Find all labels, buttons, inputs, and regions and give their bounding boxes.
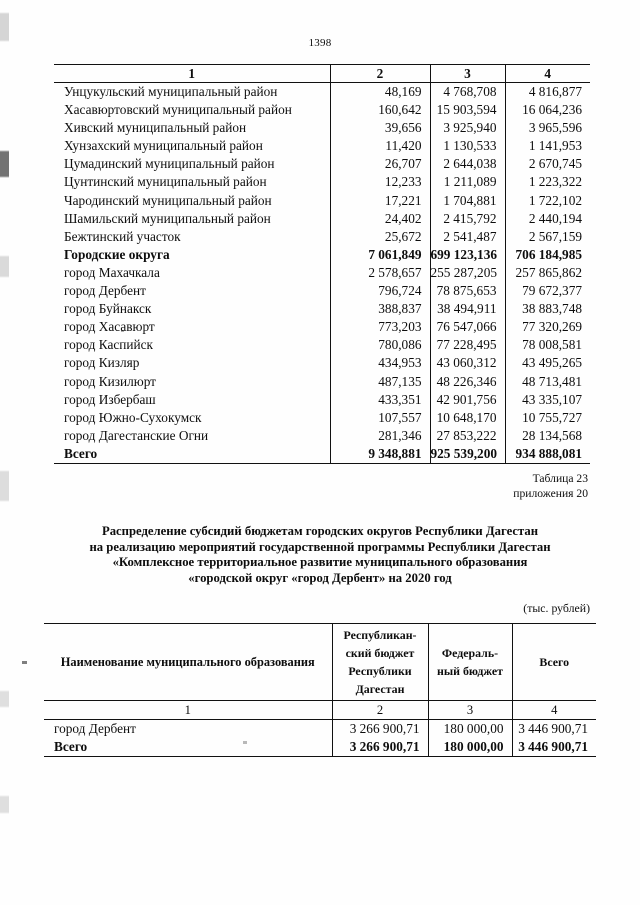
row-value-col4: 28 134,568 [505, 427, 590, 445]
row-label: город Южно-Сухокумск [64, 409, 202, 425]
row-value-col4: 10 755,727 [505, 409, 590, 427]
row-value-col3: 1 130,533 [430, 137, 505, 155]
table-row [54, 318, 590, 336]
derbent-subsidy-table [44, 623, 596, 757]
row-value-col3: 78 875,653 [430, 282, 505, 300]
row-value-col3: 4 768,708 [430, 83, 505, 102]
table-row-column-numbers [44, 701, 596, 720]
table-row [54, 409, 590, 427]
row-label: Хунзахский муниципальный район [64, 138, 263, 154]
table-row [54, 427, 590, 445]
subsidy-distribution-table-continued [54, 64, 590, 464]
row-value-col4: 78 008,581 [505, 336, 590, 354]
scan-speck [22, 661, 27, 664]
table-row [54, 336, 590, 354]
row-value-col4: 79 672,377 [505, 282, 590, 300]
row-label: Всего [54, 445, 330, 464]
row-value-col4: 2 567,159 [505, 228, 590, 246]
row-value-col2: 433,351 [330, 391, 430, 409]
row-value-col4: 1 722,102 [505, 192, 590, 210]
row-value-col2: 17,221 [330, 192, 430, 210]
row-value-col2: 3 266 900,71 [332, 738, 428, 757]
table-row [54, 300, 590, 318]
column-number-3: 3 [430, 65, 505, 83]
row-label: Чародинский муниципальный район [64, 192, 272, 208]
header-col3: Федераль-ный бюджет [428, 624, 512, 701]
row-value-col2: 434,953 [330, 354, 430, 372]
row-value-col4: 3 965,596 [505, 119, 590, 137]
table-row [54, 282, 590, 300]
row-value-col4: 257 865,862 [505, 264, 590, 282]
row-value-col3: 3 925,940 [430, 119, 505, 137]
row-value-col4: 48 713,481 [505, 373, 590, 391]
table-title-line-2: на реализацию мероприятий государственной программы Республики Дагестан [89, 539, 551, 554]
table-reference-line-2: приложения 20 [513, 486, 588, 500]
row-value-col3: 77 228,495 [430, 336, 505, 354]
row-value-col3: 42 901,756 [430, 391, 505, 409]
row-value-col2: 11,420 [330, 137, 430, 155]
row-value-col3: 1 704,881 [430, 192, 505, 210]
row-value-col3: 180 000,00 [428, 720, 512, 739]
row-value-col2: 48,169 [330, 83, 430, 102]
row-value-col2: 3 266 900,71 [332, 720, 428, 739]
row-value-col2: 487,135 [330, 373, 430, 391]
table-row [54, 373, 590, 391]
table-reference-line-1: Таблица 23 [532, 472, 588, 485]
row-label: Бежтинский участок [64, 228, 181, 244]
row-value-col2: 107,557 [330, 409, 430, 427]
table-title-line-3: «Комплексное территориальное развитие муниципального образования [112, 555, 528, 570]
row-value-col3: 48 226,346 [430, 373, 505, 391]
table-two [44, 623, 596, 757]
units-note: (тыс. рублей) [523, 601, 590, 615]
row-label: Всего [44, 738, 332, 757]
table-row [54, 155, 590, 173]
row-value-col4: 3 446 900,71 [512, 720, 596, 739]
row-label: город Кизилюрт [64, 373, 156, 389]
row-value-col2: 773,203 [330, 318, 430, 336]
row-value-col3: 15 903,594 [430, 101, 505, 119]
table-row [54, 119, 590, 137]
column-number-2: 2 [332, 701, 428, 720]
row-value-col3: 180 000,00 [428, 738, 512, 757]
row-value-col3: 27 853,222 [430, 427, 505, 445]
row-value-col4: 43 495,265 [505, 354, 590, 372]
row-value-col2: 7 061,849 [330, 246, 430, 264]
column-number-1: 1 [54, 65, 330, 83]
table-row-column-numbers [54, 65, 590, 83]
column-number-2: 2 [330, 65, 430, 83]
row-value-col3: 699 123,136 [430, 246, 505, 264]
row-value-col3: 1 211,089 [430, 173, 505, 191]
table-row [54, 173, 590, 191]
table-row-total [44, 738, 596, 757]
row-value-col2: 388,837 [330, 300, 430, 318]
row-value-col2: 24,402 [330, 210, 430, 228]
row-value-col3: 76 547,066 [430, 318, 505, 336]
row-value-col4: 2 440,194 [505, 210, 590, 228]
row-value-col4: 1 141,953 [505, 137, 590, 155]
table-row [44, 720, 596, 739]
row-label: город Избербаш [64, 391, 156, 407]
table-row [54, 101, 590, 119]
row-value-col4: 38 883,748 [505, 300, 590, 318]
row-value-col3: 43 060,312 [430, 354, 505, 372]
row-label: город Хасавюрт [64, 319, 155, 335]
scan-edge-artifact [0, 0, 9, 905]
table-row [54, 391, 590, 409]
row-value-col2: 26,707 [330, 155, 430, 173]
row-label: город Кизляр [64, 355, 140, 371]
table-title-line-4: «городской округ «город Дербент» на 2020 год [188, 570, 452, 585]
row-label: Городские округа [64, 246, 170, 262]
column-number-4: 4 [512, 701, 596, 720]
row-value-col3: 38 494,911 [430, 300, 505, 318]
row-value-col4: 2 670,745 [505, 155, 590, 173]
row-value-col3: 2 415,792 [430, 210, 505, 228]
row-label: Хивский муниципальный район [64, 120, 247, 136]
column-number-1: 1 [44, 701, 332, 720]
row-value-col2: 2 578,657 [330, 264, 430, 282]
row-value-col2: 160,642 [330, 101, 430, 119]
row-label: Цунтинский муниципальный район [64, 174, 267, 190]
row-label: Цумадинский муниципальный район [64, 156, 275, 172]
row-value-col4: 706 184,985 [505, 246, 590, 264]
row-value-col4: 3 446 900,71 [512, 738, 596, 757]
row-label: город Каспийск [64, 337, 153, 353]
row-value-col4: 77 320,269 [505, 318, 590, 336]
table-reference-caption [513, 472, 588, 501]
row-label: город Дербент [64, 283, 146, 299]
table-one [54, 64, 590, 464]
header-col2: Республикан-ский бюджет Республики Дагестан [332, 624, 428, 701]
row-label: город Дагестанские Огни [64, 427, 209, 443]
row-value-col2: 796,724 [330, 282, 430, 300]
table-row [54, 83, 590, 102]
header-col1: Наименование муниципального образования [44, 624, 332, 701]
row-label: город Дербент [54, 721, 136, 736]
column-number-3: 3 [428, 701, 512, 720]
row-value-col3: 255 287,205 [430, 264, 505, 282]
table-row [54, 354, 590, 372]
row-label: Шамильский муниципальный район [64, 210, 271, 226]
row-value-col3: 10 648,170 [430, 409, 505, 427]
table-row [54, 228, 590, 246]
row-label: город Махачкала [64, 264, 160, 280]
page-number: 1398 [308, 37, 332, 49]
row-value-col4: 43 335,107 [505, 391, 590, 409]
row-value-col3: 2 644,038 [430, 155, 505, 173]
row-value-col2: 281,346 [330, 427, 430, 445]
row-value-col2: 12,233 [330, 173, 430, 191]
row-value-col2: 9 348,881 [330, 445, 430, 464]
table-row-header [44, 624, 596, 701]
table-row-total [54, 445, 590, 464]
row-value-col3: 2 541,487 [430, 228, 505, 246]
row-value-col4: 4 816,877 [505, 83, 590, 102]
row-value-col2: 39,656 [330, 119, 430, 137]
column-number-4: 4 [505, 65, 590, 83]
table-title [44, 524, 596, 586]
row-value-col2: 780,086 [330, 336, 430, 354]
table-title-line-1: Распределение субсидий бюджетам городских округов Республики Дагестан [101, 524, 539, 538]
row-label: Унцукульский муниципальный район [64, 84, 278, 99]
table-row [54, 137, 590, 155]
row-value-col4: 934 888,081 [505, 445, 590, 464]
row-value-col4: 16 064,236 [505, 101, 590, 119]
row-value-col2: 25,672 [330, 228, 430, 246]
row-label: город Буйнакск [64, 301, 152, 317]
table-row [54, 192, 590, 210]
table-row [54, 210, 590, 228]
table-row [54, 264, 590, 282]
row-label: Хасавюртовский муниципальный район [64, 102, 292, 118]
row-value-col4: 1 223,322 [505, 173, 590, 191]
table-row-subtotal [54, 246, 590, 264]
header-col4: Всего [512, 624, 596, 701]
row-value-col3: 925 539,200 [430, 445, 505, 464]
